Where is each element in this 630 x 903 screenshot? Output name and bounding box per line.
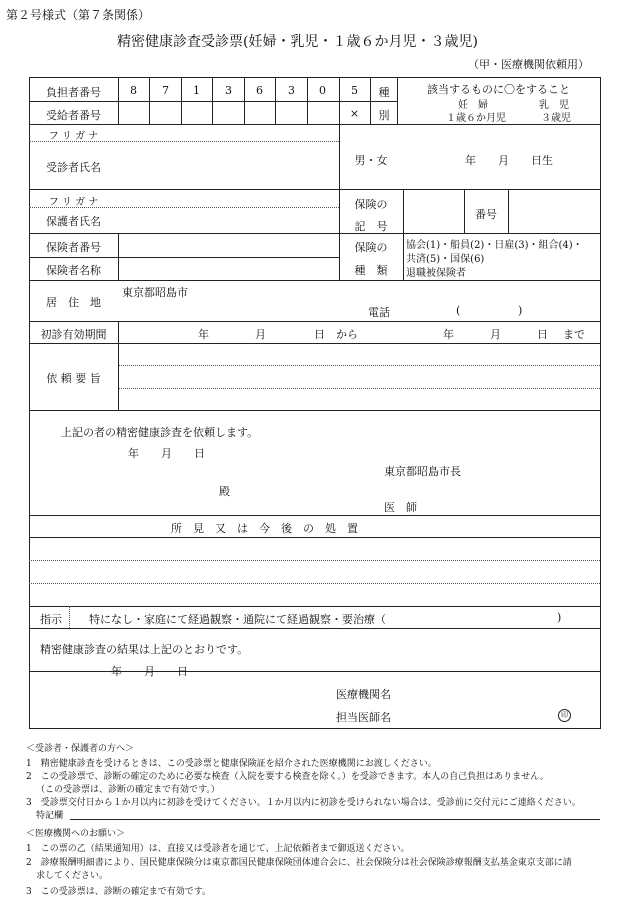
insurer-number-label: 保険者番号 (46, 241, 101, 254)
patient-sex: 男・女 (354, 154, 388, 167)
validity-to-year: 年 (443, 328, 454, 341)
guardian-name-label: 保護者氏名 (46, 215, 101, 228)
patient-name-label: 受診者氏名 (46, 161, 101, 174)
patient-birth-date: 年 月 日生 (465, 154, 553, 167)
insurance-type-options: 退職被保険者 (406, 268, 466, 279)
category-age-1-6: １歳６か月児 (446, 113, 506, 124)
special-remarks-label: 特記欄 (36, 811, 64, 821)
category-infant: 乳 児 (539, 100, 569, 111)
guardian-furigana-label: フ リ ガ ナ (48, 197, 99, 208)
notes-institutions-item: 1 この票の乙（結果通知用）は、直接又は受診者を通じて、上記依頼者まで御返送ください。 (26, 844, 410, 854)
category-label: 種 (378, 86, 390, 99)
category-pregnant: 妊 婦 (458, 100, 488, 111)
notes-institutions-item: 求してください。 (36, 871, 109, 881)
burden-number-label: 負担者番号 (46, 86, 101, 99)
validity-from-month: 月 (255, 328, 266, 341)
result-date: 年 月 日 (111, 665, 188, 678)
page-title: 精密健康診査受診票(妊婦・乳児・１歳６か月児・３歳児) (117, 34, 478, 50)
notes-institutions-item: 2 診療報酬明細書により、国民健康保険分は東京都国民健康保険団体連合会に、社会保険分は社会保険診療報酬支払基金東京支部に請 (26, 858, 572, 868)
phone-label: 電話 (368, 306, 390, 319)
burden-digit: 0 (319, 84, 326, 97)
insurance-number-label: 番号 (475, 208, 497, 221)
insurer-name-label: 保険者名称 (46, 264, 101, 277)
address-label: 居 住 地 (46, 296, 101, 309)
validity-to-month: 月 (490, 328, 501, 341)
notes-patients-item: 3 受診票交付日から１か月以内に初診を受けてください。１か月以内に初診を受けられない場合は、受診前に交付元にご連絡ください。 (26, 798, 581, 808)
notes-patients-item: 2 この受診票で、診断の確定のために必要な検査（入院を要する検査を除く。）を受診できます。本人の自己負担はありません。 (26, 772, 549, 782)
notes-institutions-heading: ＜医療機関へのお願い＞ (26, 829, 126, 839)
request-summary-label: 依 頼 要 旨 (46, 372, 101, 385)
table-border-right (600, 77, 601, 672)
instructions-close-paren: ) (557, 611, 562, 624)
request-issuer: 東京都昭島市長 (384, 465, 461, 478)
validity-to-word: まで (563, 328, 585, 341)
burden-digit: 1 (193, 84, 200, 97)
validity-to-day: 日 (537, 328, 548, 341)
validity-label: 初診有効期間 (40, 328, 107, 341)
seal-mark: 印 (558, 709, 571, 722)
category-instruction: 該当するものに〇をすること (427, 83, 570, 96)
attending-doctor-label: 担当医師名 (336, 711, 391, 724)
recipient-mark: × (349, 107, 360, 120)
insurance-type-label: 保険の (354, 241, 388, 254)
burden-digit: 6 (256, 84, 263, 97)
validity-from-word: から (336, 328, 358, 341)
form-number: 第２号様式（第７条関係） (6, 8, 151, 22)
request-date: 年 月 日 (128, 447, 205, 460)
burden-digit: 8 (130, 84, 137, 97)
address-value: 東京都昭島市 (122, 286, 188, 299)
recipient-number-label: 受給者番号 (46, 109, 101, 122)
result-statement: 精密健康診査の結果は上記のとおりです。 (40, 643, 249, 656)
burden-digit: 5 (351, 84, 358, 97)
insurance-symbol-label: 記 号 (354, 220, 388, 233)
insurance-type-options: 共済(5)・国保(6) (406, 254, 485, 265)
burden-digit: 3 (288, 84, 295, 97)
category-label: 別 (378, 109, 390, 122)
phone-open-paren: ( (456, 304, 461, 317)
table-border-top (29, 77, 601, 78)
request-doctor: 医 師 (384, 501, 417, 514)
burden-digit: 3 (225, 84, 232, 97)
insurance-symbol-label: 保険の (354, 198, 388, 211)
notes-patients-item: 1 精密健康診査を受けるときは、この受診票と健康保険証を紹介された医療機関にお渡しください。 (26, 759, 437, 769)
insurance-type-label: 種 類 (354, 264, 388, 277)
copy-note: （甲・医療機関依頼用） (468, 58, 589, 71)
phone-close-paren: ) (518, 304, 523, 317)
instructions-options: 特になし・家庭にて経過観察・通院にて経過観察・要治療（ (89, 613, 386, 626)
institution-label: 医療機関名 (336, 688, 391, 701)
category-age-3: ３歳児 (541, 113, 571, 124)
burden-digit: 7 (162, 84, 169, 97)
request-statement: 上記の者の精密健康診査を依頼します。 (61, 426, 259, 439)
notes-patients-heading: ＜受診者・保護者の方へ＞ (26, 744, 135, 754)
findings-label: 所 見 又 は 今 後 の 処 置 (171, 522, 358, 535)
notes-patients-item: （この受診票は、診断の確定まで有効です。） (36, 785, 220, 795)
notes-institutions-item: 3 この受診票は、診断の確定まで有効です。 (26, 887, 212, 897)
validity-from-year: 年 (198, 328, 209, 341)
insurance-type-options: 協会(1)・船員(2)・日雇(3)・組合(4)・ (406, 240, 583, 251)
validity-from-day: 日 (314, 328, 325, 341)
request-addressee: 殿 (219, 485, 230, 498)
special-remarks-line (70, 819, 600, 820)
patient-furigana-label: フ リ ガ ナ (48, 131, 99, 142)
instructions-label: 指示 (40, 613, 62, 626)
